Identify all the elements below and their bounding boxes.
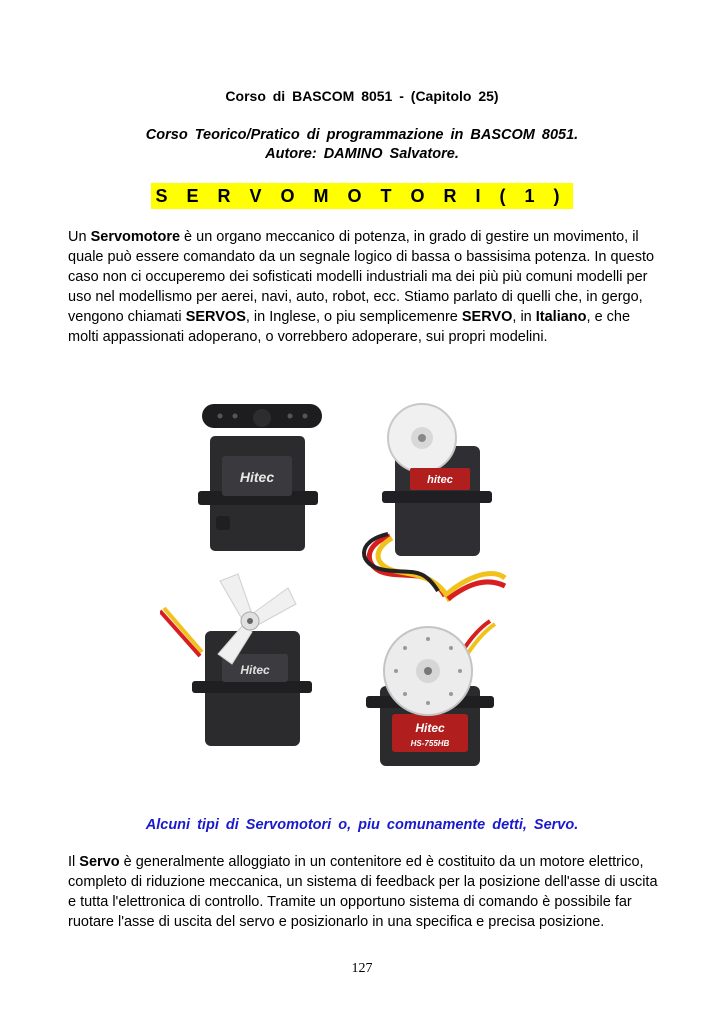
figure-caption: Alcuni tipi di Servomotori o, piu comunamente detti, Servo. xyxy=(145,817,579,833)
bold-term: Servomotore xyxy=(90,229,181,245)
servo-top-left xyxy=(198,404,322,551)
section-heading-wrapper xyxy=(0,183,724,209)
page-number: 127 xyxy=(351,961,373,976)
body-paragraph xyxy=(68,852,658,932)
intro-paragraph xyxy=(68,227,658,347)
course-line: Corso Teorico/Pratico di programmazione in BASCOM 8051. xyxy=(145,127,579,143)
text-run: Un xyxy=(68,229,91,245)
brand-label-small: hitec xyxy=(427,474,453,486)
brand-label: Hitec xyxy=(239,469,275,485)
chapter-title: Corso di BASCOM 8051 - (Capitolo 25) xyxy=(225,88,499,104)
servo-top-right xyxy=(364,404,505,601)
section-heading: S E R V O M O T O R I ( 1 ) xyxy=(151,183,572,209)
text-run: , in Inglese, o piu semplicemenre xyxy=(245,309,462,325)
bold-term: SERVOS xyxy=(185,309,246,325)
brand-label: Hitec xyxy=(415,721,445,735)
servo-photo-figure xyxy=(160,396,520,796)
text-run: , e che molti appassionati adoperano, o vorrebbero adoperare, sui propri modelini. xyxy=(68,309,631,345)
text-run: è un organo meccanico di potenza, in grado di gestire un movimento, il quale può essere comandato da un segnale logico di bassa o bassisima potenza. In questo caso non ci occuperemo dei sofisticati modelli industriali ma dei più più comuni modelli per uso nel modellismo per aerei, navi, auto, robot, ecc. Stiamo parlato di quelli che, in gergo, vengono chiamati xyxy=(68,229,655,325)
text-run: Il xyxy=(68,854,80,870)
model-label: HS-755HB xyxy=(410,739,450,748)
bold-term: SERVO xyxy=(461,309,513,325)
servo-bottom-left xyxy=(160,574,312,746)
bold-term: Servo xyxy=(79,854,120,870)
brand-label: Hitec xyxy=(240,663,270,677)
author-line: Autore: DAMINO Salvatore. xyxy=(265,146,459,162)
course-subtitle xyxy=(0,126,724,164)
servos-illustration xyxy=(160,396,520,796)
bold-term: Italiano xyxy=(535,309,587,325)
servo-bottom-right xyxy=(366,621,495,766)
text-run: è generalmente alloggiato in un contenitore ed è costituito da un motore elettrico, completo di riduzione meccanica, un sistema di feedback per la posizione dell'asse di uscita e tutta l'elettronica di controllo. Tramite un opportuno sistema di comando è possibile far ruotare l'asse di uscita del servo e posizionarlo in una specifica e precisa posizione. xyxy=(68,854,658,930)
text-run: , in xyxy=(512,309,536,325)
